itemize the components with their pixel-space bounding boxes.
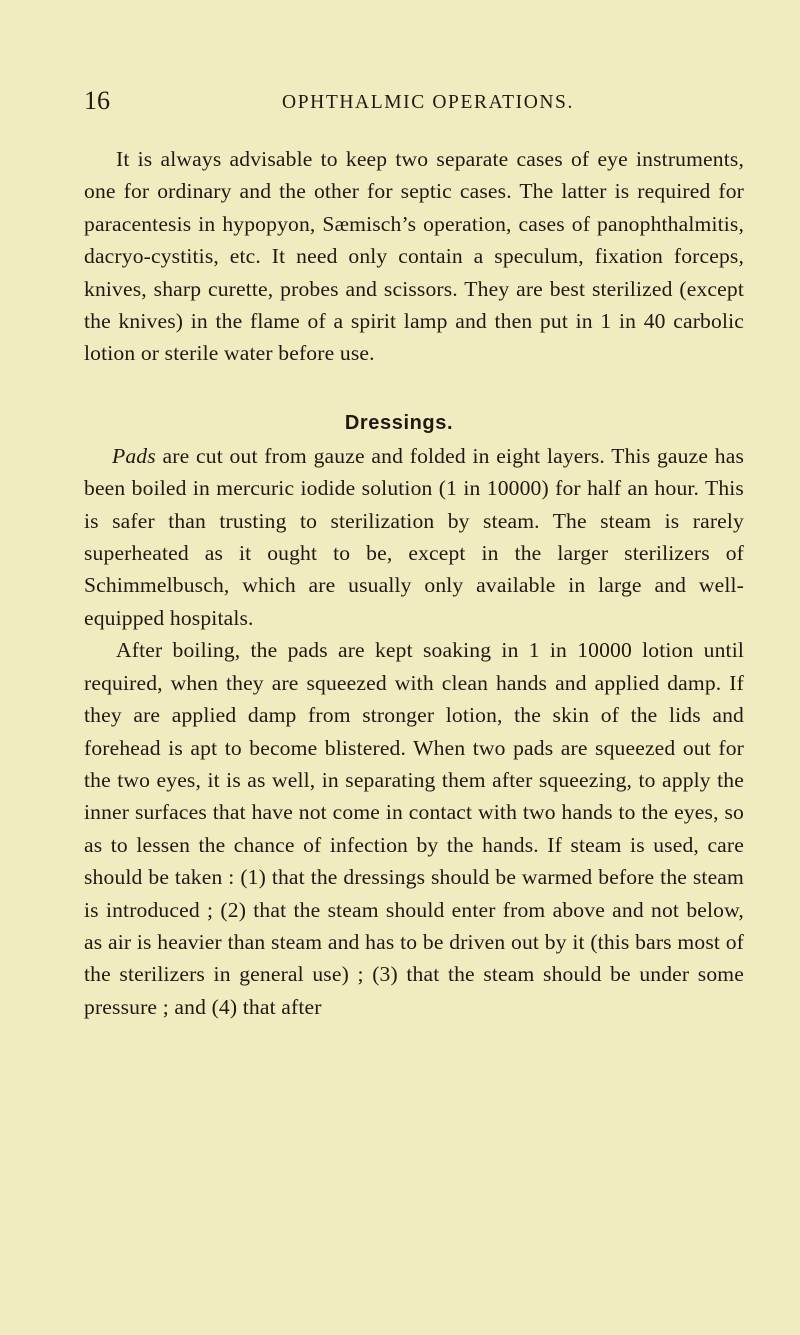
paragraph-instrument-cases: It is always advisable to keep two separate cases of eye instruments, one for ordinary and the other for septic cases. The latter is required for paracentesis in hypopyon, Sæmisch’s operation, cases of panophthalmitis, dacryo-cystitis, etc. It need only contain a speculum, fixation forceps, knives, sharp curette, probes and scissors. They are best sterilized (except the knives) in the flame of a spirit lamp and then put in 1 in 40 carbolic lotion or sterile water before use. <box>84 147 744 366</box>
page-number: 16 <box>84 86 110 115</box>
paragraph-pads <box>84 440 744 634</box>
paragraph-after-boiling: After boiling, the pads are kept soaking in 1 in 10000 lotion until required, when they are squeezed with clean hands and applied damp. If they are applied damp from stronger lotion, the skin of the lids and forehead is apt to become blistered. When two pads are squeezed out for the two eyes, it is as well, in separating them after squeezing, to apply the inner surfaces that have not come in contact with two hands to the eyes, so as to lessen the chance of infection by the hands. If steam is used, care should be taken : (1) that the dressings should be warmed before the steam is introduced ; (2) that the steam should enter from above and not below, as air is heavier than steam and has to be driven out by it (this bars most of the sterilizers in general use) ; (3) that the steam should be under some pressure ; and (4) that after <box>84 638 744 1019</box>
body-text <box>84 143 744 1023</box>
pads-lead-word: Pads <box>112 443 156 468</box>
section-heading-dressings: Dressings. <box>344 411 454 434</box>
pads-paragraph-text: are cut out from gauze and folded in eight layers. This gauze has been boiled in mercuric iodide solution (1 in 10000) for half an hour. This is safer than trusting to sterilization by steam. The steam is rarely superheated as it ought to be, except in the larger sterilizers of Schimmelbusch, which are usually only available in large and well-equipped hospitals. <box>84 443 744 630</box>
running-title: OPHTHALMIC OPERATIONS. <box>282 92 574 113</box>
running-head <box>84 84 744 118</box>
